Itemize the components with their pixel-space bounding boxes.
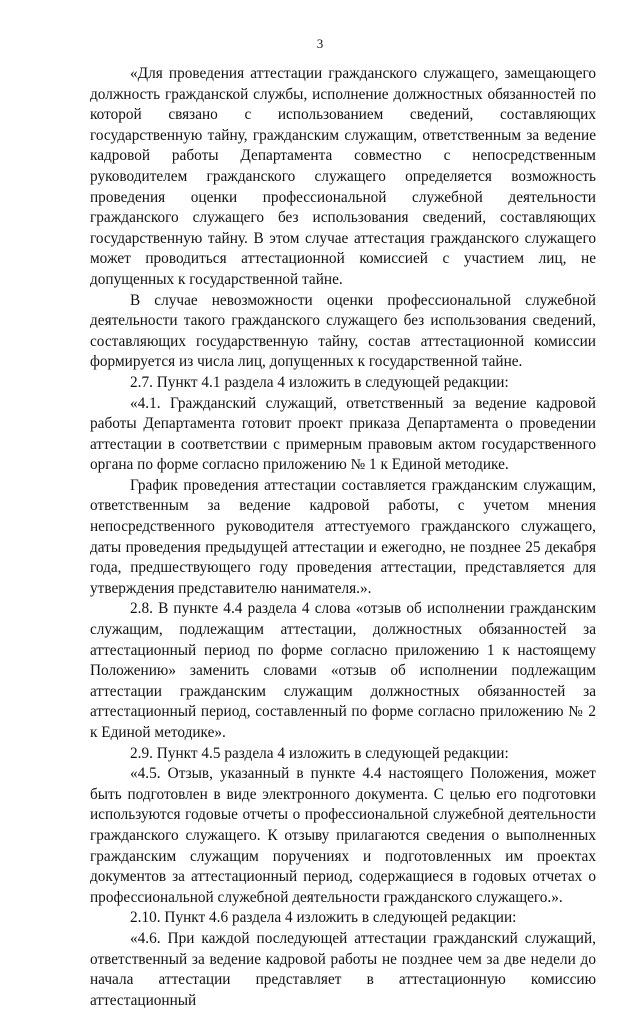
- page-number: 3: [316, 36, 324, 51]
- paragraph-item-2-7: 2.7. Пункт 4.1 раздела 4 изложить в следующей редакции:: [130, 373, 509, 391]
- paragraph-clause-4-1: «4.1. Гражданский служащий, ответственный за ведение кадровой работы Департамента готовит проект приказа Департамента о проведении аттестации в соответствии с примерным правовым актом государственного органа по форме согласно приложению № 1 к Единой методике.: [90, 394, 596, 474]
- paragraph-attestation-state-secret: «Для проведения аттестации гражданского служащего, замещающего должность гражданской службы, исполнение должностных обязанностей по которой связано с использованием сведений, составляющих государственную тайну, гражданским служащим, ответственным за ведение кадровой работы Департамента совместно с непосредственным руководителем гражданского служащего определяется возможность проведения оценки профессиональной служебной деятельности гражданского служащего без использования сведений, составляющих государственную тайну. В этом случае аттестация гражданского служащего может проводиться аттестационной комиссией с участием лиц, не допущенных к государственной тайне.: [90, 65, 596, 288]
- paragraph-clause-4-6: «4.6. При каждой последующей аттестации гражданский служащий, ответственный за ведение кадровой работы не позднее чем за две недели до начала аттестации представляет в аттестационную комиссию аттестационный: [90, 929, 596, 1009]
- document-body: [90, 64, 596, 1011]
- paragraph-item-2-9: 2.9. Пункт 4.5 раздела 4 изложить в следующей редакции:: [130, 744, 509, 762]
- paragraph-commission-composition: В случае невозможности оценки профессиональной служебной деятельности такого гражданского служащего без использования сведений, составляющих государственную тайну, состав аттестационной комиссии формируется из числа лиц, допущенных к государственной тайне.: [90, 291, 596, 371]
- paragraph-item-2-8: 2.8. В пункте 4.4 раздела 4 слова «отзыв об исполнении гражданским служащим, подлежащим аттестации, должностных обязанностей за аттестационный период по форме согласно приложению 1 к настоящему Положению» заменить словами «отзыв об исполнении подлежащим аттестации гражданским служащим должностных обязанностей за аттестационный период, составленный по форме согласно приложению № 2 к Единой методике».: [90, 600, 596, 741]
- paragraph-clause-4-5: «4.5. Отзыв, указанный в пункте 4.4 настоящего Положения, может быть подготовлен в виде электронного документа. С целью его подготовки используются годовые отчеты о профессиональной служебной деятельности гражданского служащего. К отзыву прилагаются сведения о выполненных гражданским служащим поручениях и подготовленных им проектах документов за аттестационный период, содержащиеся в годовых отчетах о профессиональной служебной деятельности гражданского служащего.».: [90, 765, 596, 906]
- paragraph-item-2-10: 2.10. Пункт 4.6 раздела 4 изложить в следующей редакции:: [130, 909, 517, 927]
- paragraph-attestation-schedule: График проведения аттестации составляется гражданским служащим, ответственным за ведение кадровой работы, с учетом мнения непосредственного руководителя аттестуемого гражданского служащего, даты проведения предыдущей аттестации и ежегодно, не позднее 25 декабря года, предшествующего году проведения аттестации, представляется для утверждения представителю нанимателя.».: [90, 476, 596, 597]
